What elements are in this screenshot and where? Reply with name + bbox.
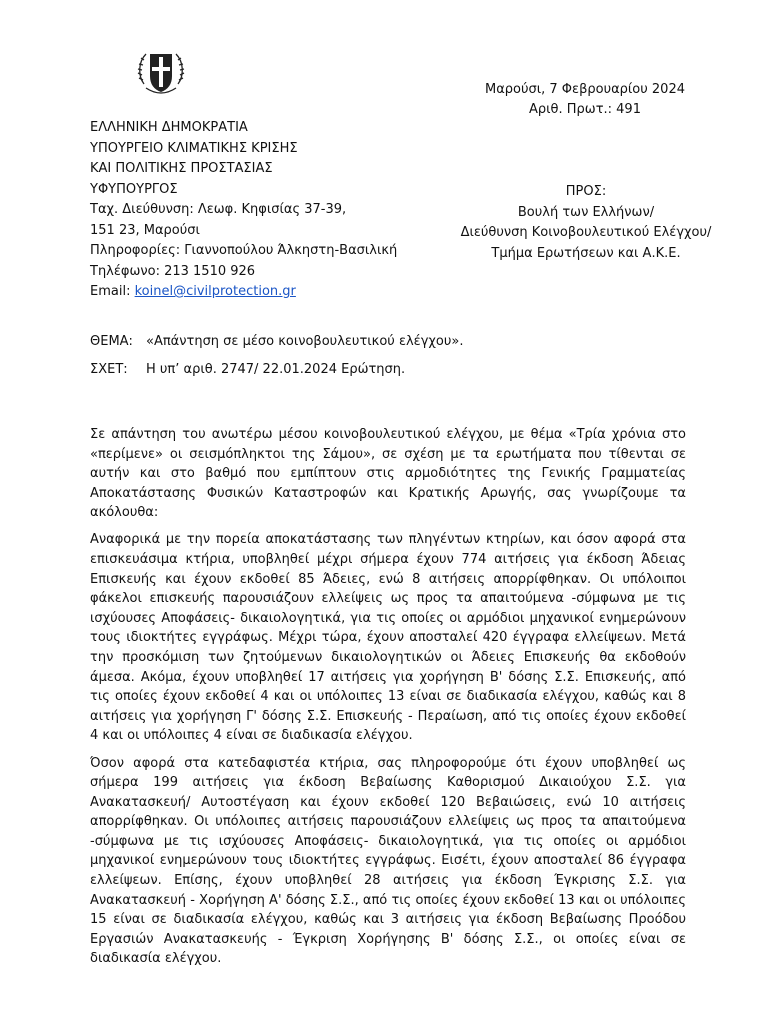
subject-row bbox=[90, 332, 463, 352]
reference-row bbox=[90, 360, 463, 380]
sender-line-country: ΕΛΛΗΝΙΚΗ ΔΗΜΟΚΡΑΤΙΑ bbox=[90, 120, 248, 135]
reference-text: Η υπ’ αριθ. 2747/ 22.01.2024 Ερώτηση. bbox=[146, 362, 406, 377]
body-paragraph-intro: Σε απάντηση του ανωτέρω μέσου κοινοβουλευτικού ελέγχου, με θέμα «Τρία χρόνια στο «περίμενε» οι σεισμόπληκτοι της Σάμου», σε σχέση με τα ερωτήματα που τίθενται σε αυτήν και στο βαθμό που εμπίπτουν στις αρμοδιότητες της Γενικής Γραμματείας Αποκατάστασης Φυσικών Καταστροφών και Κρατικής Αρωγής, σας γνωρίζουμε τα ακόλουθα: bbox=[90, 427, 686, 521]
email-link[interactable]: koinel@civilprotection.gr bbox=[134, 284, 296, 299]
reference-label: ΣΧΕΤ: bbox=[90, 362, 128, 377]
coat-of-arms-icon bbox=[134, 44, 188, 100]
body-paragraph-demolished: Όσον αφορά στα κατεδαφιστέα κτήρια, σας πληροφορούμε ότι έχουν υποβληθεί ως σήμερα 199 αιτήσεις για έκδοση Βεβαίωσης Καθορισμού Δικαιούχου Σ.Σ. για Ανακατασκευή/ Αυτοστέγαση και έχουν εκδοθεί 120 Βεβαιώσεις, ενώ 10 αιτήσεις απορρίφθηκαν. Οι υπόλοιπες αιτήσεις παρουσιάζουν ελλείψεις ως προς τα απαιτούμενα -σύμφωνα με τις ισχύουσες Αποφάσεις- δικαιολογητικά, για τις οποίες οι αρμόδιοι μηχανικοί ενημερώνουν τους ιδιοκτήτες εγγράφως. Εισέτι, έχουν αποσταλεί 86 έγγραφα ελλείψεων. Επίσης, έχουν υποβληθεί 28 αιτήσεις για έκδοση Έγκρισης Σ.Σ. για Ανακατασκευή - Χορήγηση Α' δόσης Σ.Σ., από τις οποίες έχουν εκδοθεί 13 και οι υπόλοιπες 15 είναι σε διαδικασία ελέγχου, καθώς και 3 αιτήσεις για έκδοση Βεβαίωσης Προόδου Εργασιών Ανακατασκευής - Έγκριση Χορήγησης Β' δόσης Σ.Σ., οι οποίες είναι σε διαδικασία ελέγχου. bbox=[90, 755, 686, 967]
subject-text: «Απάντηση σε μέσο κοινοβουλευτικού ελέγχου». bbox=[146, 334, 464, 349]
sender-line-address: Ταχ. Διεύθυνση: Λεωφ. Κηφισίας 37-39, bbox=[90, 202, 347, 217]
sender-line-ministry: ΥΠΟΥΡΓΕΙΟ ΚΛΙΜΑΤΙΚΗΣ ΚΡΙΣΗΣ bbox=[90, 140, 298, 156]
sender-line-info: Πληροφορίες: Γιαννοπούλου Άλκηστη-Βασιλική bbox=[90, 243, 398, 258]
letter-body bbox=[90, 425, 686, 977]
sender-line-email bbox=[90, 282, 420, 303]
recipient-line-department: Τμήμα Ερωτήσεων και Α.Κ.Ε. bbox=[491, 245, 681, 261]
email-label: Email: bbox=[90, 284, 135, 299]
sender-block bbox=[90, 118, 420, 303]
sender-line-role: ΥΦΥΠΟΥΡΓΟΣ bbox=[90, 181, 178, 197]
letter-meta bbox=[90, 332, 463, 388]
subject-label: ΘΕΜΑ: bbox=[90, 334, 133, 349]
sender-line-ministry-2: ΚΑΙ ΠΟΛΙΤΙΚΗΣ ΠΡΟΣΤΑΣΙΑΣ bbox=[90, 161, 273, 176]
letter-date: Μαρούσι, 7 Φεβρουαρίου 2024 bbox=[484, 82, 685, 97]
recipient-line-parliament: Βουλή των Ελλήνων/ bbox=[517, 204, 655, 220]
recipient-block bbox=[452, 182, 720, 264]
protocol-number: Αριθ. Πρωτ.: 491 bbox=[529, 102, 641, 117]
sender-line-postcode: 151 23, Μαρούσι bbox=[90, 222, 200, 238]
body-paragraph-repairable: Αναφορικά με την πορεία αποκατάστασης των πληγέντων κτηρίων, και όσον αφορά στα επισκευάσιμα κτήρια, υποβληθεί μέχρι σήμερα έχουν 774 αιτήσεις για έκδοση Άδειας Επισκευής και έχουν εκδοθεί 85 Άδειες, ενώ 8 αιτήσεις απορρίφθηκαν. Οι υπόλοιποι φάκελοι επισκευής παρουσιάζουν ελλείψεις ως προς τα απαιτούμενα -σύμφωνα με τις ισχύουσες Αποφάσεις- δικαιολογητικά, για τις οποίες οι αρμόδιοι μηχανικοί ενημερώνουν τους ιδιοκτήτες εγγράφως. Μέχρι τώρα, έχουν αποσταλεί 420 έγγραφα ελλείψεων. Μετά την προσκόμιση των ζητούμενων δικαιολογητικών οι Άδειες Επισκευής θα εκδοθούν άμεσα. Ακόμα, έχουν υποβληθεί 17 αιτήσεις για χορήγηση Β' δόσης Σ.Σ. Επισκευής, από τις οποίες έχουν εκδοθεί 4 και οι υπόλοιπες 13 είναι σε διαδικασία ελέγχου, καθώς και 8 αιτήσεις για χορήγηση Γ' δόσης Σ.Σ. Επισκευής - Περαίωση, από τις οποίες έχουν εκδοθεί 4 και οι υπόλοιπες 4 είναι σε διαδικασία ελέγχου. bbox=[90, 532, 686, 744]
recipient-line-directorate: Διεύθυνση Κοινοβουλευτικού Ελέγχου/ bbox=[460, 225, 712, 240]
recipient-label: ΠΡΟΣ: bbox=[565, 184, 607, 199]
sender-line-phone: Τηλέφωνο: 213 1510 926 bbox=[90, 263, 256, 279]
